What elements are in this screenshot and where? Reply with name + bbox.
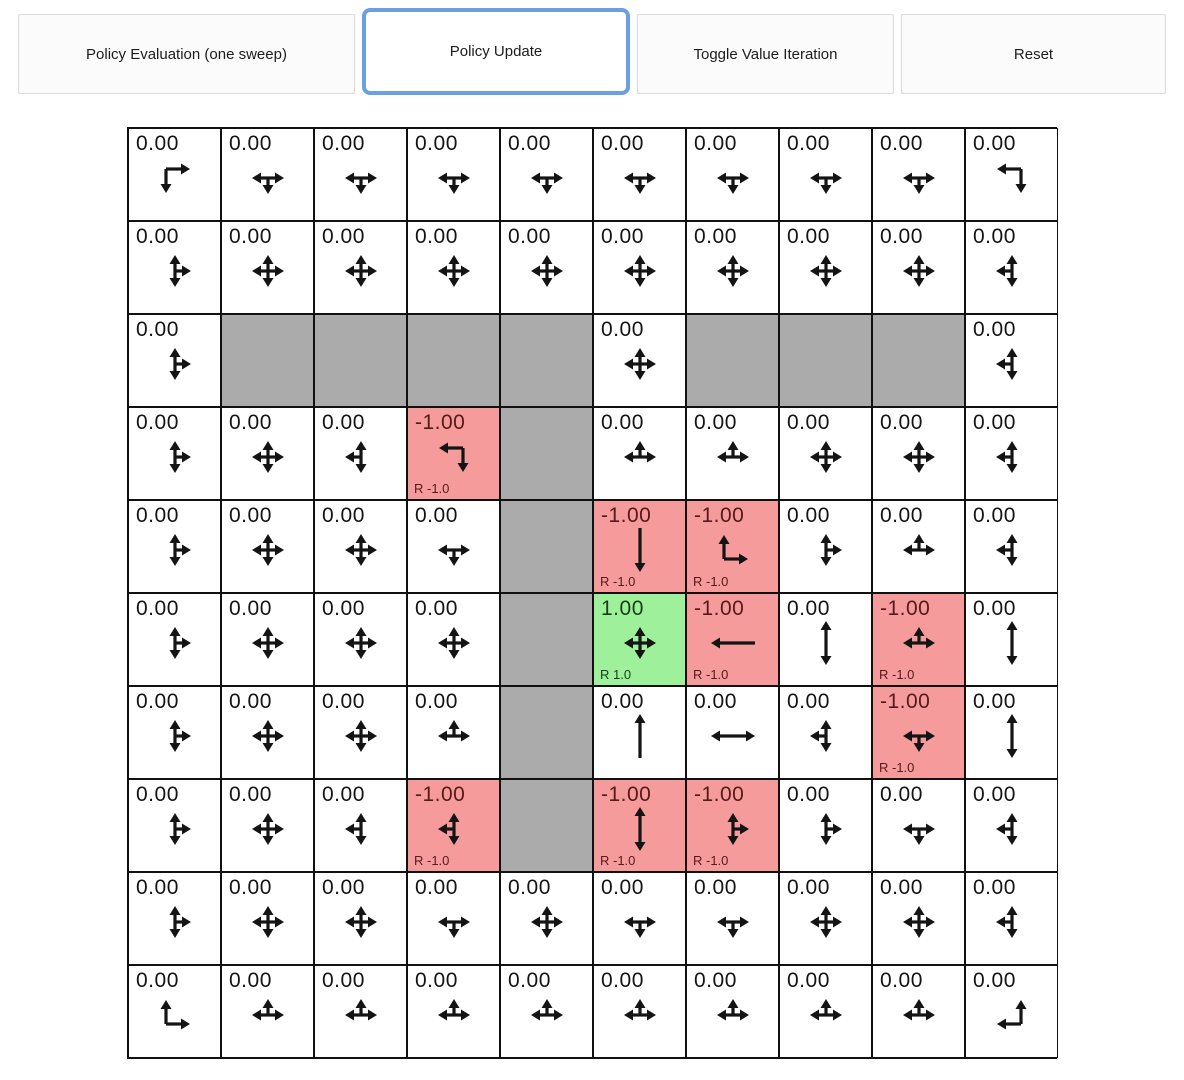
policy-arrow-d: [616, 526, 664, 574]
grid-cell: [407, 500, 500, 593]
policy-arrow-udlr: [244, 898, 292, 946]
grid-cell: [779, 872, 872, 965]
grid-cell: [128, 779, 221, 872]
grid-cell: [221, 128, 314, 221]
grid-cell: [407, 686, 500, 779]
policy-arrow-udr: [802, 805, 850, 853]
policy-arrow-udlr: [616, 247, 664, 295]
policy-arrow-ur: [151, 991, 199, 1039]
policy-arrow-lru: [430, 991, 478, 1039]
cell-value: 0.00: [601, 690, 644, 713]
policy-arrow-udl: [988, 805, 1036, 853]
wall-cell: [500, 686, 593, 779]
policy-arrow-udr: [151, 340, 199, 388]
policy-arrow-udl: [988, 898, 1036, 946]
policy-arrow-udl: [988, 433, 1036, 481]
cell-value: 0.00: [880, 783, 923, 806]
cell-value: 0.00: [694, 876, 737, 899]
policy-arrow-udlr: [244, 526, 292, 574]
cell-value: 0.00: [229, 783, 272, 806]
cell-value: 0.00: [973, 597, 1016, 620]
grid-cell: [965, 128, 1058, 221]
cell-value: 0.00: [415, 690, 458, 713]
policy-arrow-udl: [988, 247, 1036, 295]
policy-arrow-lru: [523, 991, 571, 1039]
cell-value: 0.00: [322, 411, 365, 434]
grid-cell: [128, 872, 221, 965]
policy-arrow-lrd: [430, 898, 478, 946]
cell-value: 0.00: [229, 690, 272, 713]
cell-value: 0.00: [880, 411, 923, 434]
grid-cell: [872, 779, 965, 872]
wall-cell: [500, 407, 593, 500]
grid-cell: [779, 407, 872, 500]
policy-arrow-lrd: [616, 898, 664, 946]
policy-arrow-udlr: [244, 433, 292, 481]
policy-arrow-lrd: [523, 154, 571, 202]
policy-arrow-lrd: [895, 154, 943, 202]
cell-value: 0.00: [415, 969, 458, 992]
penalty-cell: [407, 407, 500, 500]
grid-cell: [128, 593, 221, 686]
policy-arrow-lrd: [616, 154, 664, 202]
policy-arrow-udlr: [616, 619, 664, 667]
cell-value: 0.00: [136, 411, 179, 434]
policy-arrow-lrd: [337, 154, 385, 202]
policy-arrow-lru: [895, 991, 943, 1039]
policy-arrow-lrd: [895, 712, 943, 760]
cell-value: 0.00: [973, 318, 1016, 341]
policy-arrow-udlr: [895, 898, 943, 946]
policy-arrow-lrd: [430, 526, 478, 574]
cell-value: -1.00: [694, 783, 745, 806]
cell-value: 0.00: [229, 504, 272, 527]
grid-cell: [779, 779, 872, 872]
policy-arrow-dl: [988, 154, 1036, 202]
cell-value: 0.00: [229, 225, 272, 248]
wall-cell: [221, 314, 314, 407]
cell-value: 0.00: [136, 690, 179, 713]
cell-value: 0.00: [136, 597, 179, 620]
cell-value: 0.00: [322, 597, 365, 620]
policy-arrow-lru: [802, 991, 850, 1039]
grid-cell: [593, 872, 686, 965]
cell-value: 0.00: [787, 504, 830, 527]
grid-cell: [686, 128, 779, 221]
grid-cell: [221, 779, 314, 872]
grid-cell: [872, 128, 965, 221]
wall-cell: [500, 593, 593, 686]
grid-cell: [686, 686, 779, 779]
cell-value: 0.00: [787, 411, 830, 434]
cell-value: 0.00: [415, 876, 458, 899]
cell-value: 0.00: [136, 504, 179, 527]
cell-value: 0.00: [880, 132, 923, 155]
cell-value: 0.00: [136, 225, 179, 248]
policy-arrow-udl: [988, 526, 1036, 574]
grid-cell: [314, 500, 407, 593]
cell-value: 0.00: [973, 132, 1016, 155]
grid-cell: [965, 965, 1058, 1058]
grid-cell: [221, 221, 314, 314]
cell-value: 0.00: [973, 225, 1016, 248]
cell-value: 0.00: [694, 690, 737, 713]
policy-arrow-lrd: [895, 805, 943, 853]
cell-value: 0.00: [601, 318, 644, 341]
cell-value: 0.00: [694, 132, 737, 155]
grid-cell: [500, 872, 593, 965]
policy-arrow-udlr: [244, 619, 292, 667]
policy-arrow-udr: [709, 805, 757, 853]
cell-value: 0.00: [229, 132, 272, 155]
grid-cell: [221, 500, 314, 593]
policy-arrow-udl: [988, 340, 1036, 388]
policy-arrow-lrd: [709, 154, 757, 202]
cell-value: 0.00: [229, 876, 272, 899]
policy-arrow-lru: [709, 433, 757, 481]
policy-arrow-udlr: [802, 433, 850, 481]
grid-cell: [965, 221, 1058, 314]
cell-value: 0.00: [229, 411, 272, 434]
grid-cell: [593, 686, 686, 779]
cell-value: 0.00: [694, 225, 737, 248]
grid-cell: [314, 593, 407, 686]
policy-arrow-udr: [151, 805, 199, 853]
cell-value: 0.00: [601, 411, 644, 434]
grid-cell: [779, 965, 872, 1058]
grid-cell: [221, 965, 314, 1058]
grid-cell: [686, 407, 779, 500]
penalty-cell: [593, 500, 686, 593]
policy-arrow-ud: [988, 712, 1036, 760]
policy-arrow-lru: [895, 619, 943, 667]
policy-arrow-lru: [244, 991, 292, 1039]
grid-cell: [872, 500, 965, 593]
reward-label: R -1.0: [600, 853, 636, 868]
cell-value: 0.00: [601, 225, 644, 248]
policy-arrow-udlr: [337, 247, 385, 295]
cell-value: 0.00: [229, 969, 272, 992]
cell-value: -1.00: [415, 411, 466, 434]
grid-cell: [593, 128, 686, 221]
policy-arrow-udr: [151, 898, 199, 946]
policy-arrow-lru: [616, 433, 664, 481]
policy-arrow-udr: [151, 247, 199, 295]
grid-cell: [221, 872, 314, 965]
cell-value: -1.00: [880, 597, 931, 620]
cell-value: 1.00: [601, 597, 644, 620]
policy-arrow-lrd: [802, 154, 850, 202]
cell-value: 0.00: [694, 411, 737, 434]
reset-button[interactable]: Reset: [901, 14, 1166, 94]
grid-cell: [686, 965, 779, 1058]
cell-value: 0.00: [136, 783, 179, 806]
grid-cell: [500, 221, 593, 314]
cell-value: 0.00: [787, 876, 830, 899]
grid-cell: [500, 965, 593, 1058]
grid-cell: [314, 965, 407, 1058]
penalty-cell: [407, 779, 500, 872]
cell-value: -1.00: [601, 504, 652, 527]
policy-arrow-udlr: [337, 526, 385, 574]
grid-cell: [593, 221, 686, 314]
penalty-cell: [872, 686, 965, 779]
policy-arrow-udlr: [709, 247, 757, 295]
grid-cell: [593, 314, 686, 407]
wall-cell: [872, 314, 965, 407]
reward-label: R -1.0: [693, 853, 729, 868]
policy-arrow-udr: [151, 712, 199, 760]
grid-cell: [779, 221, 872, 314]
policy-arrow-lrd: [244, 154, 292, 202]
cell-value: 0.00: [136, 969, 179, 992]
policy-arrow-lru: [709, 991, 757, 1039]
cell-value: 0.00: [601, 969, 644, 992]
cell-value: 0.00: [508, 969, 551, 992]
policy-arrow-udlr: [337, 898, 385, 946]
grid-cell: [128, 965, 221, 1058]
policy-arrow-udl: [802, 712, 850, 760]
cell-value: -1.00: [601, 783, 652, 806]
cell-value: -1.00: [694, 597, 745, 620]
toolbar: [0, 0, 1184, 96]
policy-arrow-ur: [709, 526, 757, 574]
cell-value: 0.00: [787, 225, 830, 248]
policy-arrow-ud: [616, 805, 664, 853]
grid-cell: [686, 872, 779, 965]
reward-label: R -1.0: [414, 481, 450, 496]
wall-cell: [314, 314, 407, 407]
cell-value: 0.00: [322, 504, 365, 527]
grid-cell: [593, 407, 686, 500]
grid-cell: [221, 407, 314, 500]
grid-cell: [314, 872, 407, 965]
cell-value: 0.00: [973, 783, 1016, 806]
grid-cell: [407, 872, 500, 965]
policy-arrow-ul: [988, 991, 1036, 1039]
policy-arrow-lru: [895, 526, 943, 574]
grid-cell: [872, 221, 965, 314]
grid-cell: [128, 686, 221, 779]
policy-arrow-udlr: [430, 619, 478, 667]
policy-arrow-u: [616, 712, 664, 760]
grid-cell: [221, 593, 314, 686]
policy-arrow-udlr: [523, 898, 571, 946]
grid-cell: [128, 221, 221, 314]
cell-value: 0.00: [322, 783, 365, 806]
penalty-cell: [686, 779, 779, 872]
cell-value: 0.00: [508, 876, 551, 899]
policy-arrow-ud: [988, 619, 1036, 667]
cell-value: 0.00: [415, 597, 458, 620]
policy-arrow-udl: [430, 805, 478, 853]
cell-value: -1.00: [880, 690, 931, 713]
policy-arrow-l: [709, 619, 757, 667]
reward-label: R -1.0: [879, 667, 915, 682]
grid-cell: [128, 407, 221, 500]
cell-value: -1.00: [415, 783, 466, 806]
grid-cell: [779, 593, 872, 686]
reward-label: R -1.0: [693, 667, 729, 682]
policy-update-button[interactable]: Policy Update: [362, 8, 630, 95]
wall-cell: [686, 314, 779, 407]
grid-cell: [965, 779, 1058, 872]
cell-value: 0.00: [322, 876, 365, 899]
grid-cell: [407, 128, 500, 221]
wall-cell: [500, 314, 593, 407]
policy-arrow-udlr: [895, 247, 943, 295]
grid-cell: [500, 128, 593, 221]
grid-cell: [128, 128, 221, 221]
grid-cell: [314, 128, 407, 221]
cell-value: 0.00: [973, 969, 1016, 992]
grid-cell: [314, 686, 407, 779]
grid-cell: [407, 593, 500, 686]
policy-arrow-udlr: [337, 619, 385, 667]
cell-value: 0.00: [787, 132, 830, 155]
policy-arrow-lru: [337, 991, 385, 1039]
policy-arrow-udlr: [802, 247, 850, 295]
policy-arrow-lru: [616, 991, 664, 1039]
grid-cell: [965, 407, 1058, 500]
policy-arrow-udlr: [523, 247, 571, 295]
policy-arrow-udlr: [244, 805, 292, 853]
policy-arrow-udlr: [337, 712, 385, 760]
policy-arrow-lrd: [709, 898, 757, 946]
cell-value: 0.00: [880, 225, 923, 248]
grid-cell: [314, 221, 407, 314]
cell-value: 0.00: [973, 690, 1016, 713]
grid-cell: [128, 314, 221, 407]
cell-value: 0.00: [787, 690, 830, 713]
reward-label: R 1.0: [600, 667, 632, 682]
wall-cell: [779, 314, 872, 407]
cell-value: 0.00: [322, 969, 365, 992]
cell-value: 0.00: [136, 876, 179, 899]
reward-label: R -1.0: [879, 760, 915, 775]
wall-cell: [500, 779, 593, 872]
reward-label: R -1.0: [414, 853, 450, 868]
cell-value: 0.00: [787, 783, 830, 806]
grid-cell: [965, 593, 1058, 686]
grid-cell: [407, 965, 500, 1058]
grid-cell: [221, 686, 314, 779]
cell-value: 0.00: [880, 504, 923, 527]
grid-cell: [779, 500, 872, 593]
policy-arrow-udr: [151, 433, 199, 481]
cell-value: 0.00: [508, 132, 551, 155]
grid-cell: [872, 965, 965, 1058]
cell-value: 0.00: [694, 969, 737, 992]
cell-value: 0.00: [415, 225, 458, 248]
policy-arrow-lr: [709, 712, 757, 760]
grid-cell: [872, 872, 965, 965]
cell-value: 0.00: [415, 132, 458, 155]
policy-arrow-dr: [151, 154, 199, 202]
cell-value: 0.00: [601, 876, 644, 899]
grid-cell: [686, 221, 779, 314]
policy-arrow-udlr: [895, 433, 943, 481]
grid-cell: [593, 965, 686, 1058]
cell-value: 0.00: [973, 504, 1016, 527]
cell-value: -1.00: [694, 504, 745, 527]
cell-value: 0.00: [787, 597, 830, 620]
cell-value: 0.00: [973, 411, 1016, 434]
cell-value: 0.00: [136, 318, 179, 341]
gridworld: [127, 127, 1057, 1059]
cell-value: 0.00: [601, 132, 644, 155]
cell-value: 0.00: [880, 876, 923, 899]
policy-arrow-udl: [337, 805, 385, 853]
grid-cell: [779, 686, 872, 779]
grid-cell: [965, 686, 1058, 779]
policy-arrow-udlr: [430, 247, 478, 295]
cell-value: 0.00: [415, 504, 458, 527]
reward-label: R -1.0: [600, 574, 636, 589]
policy-arrow-dl: [430, 433, 478, 481]
grid-cell: [965, 314, 1058, 407]
grid-cell: [407, 221, 500, 314]
cell-value: 0.00: [787, 969, 830, 992]
grid-cell: [872, 407, 965, 500]
cell-value: 0.00: [322, 132, 365, 155]
cell-value: 0.00: [136, 132, 179, 155]
policy-arrow-udlr: [802, 898, 850, 946]
cell-value: 0.00: [322, 690, 365, 713]
policy-arrow-ud: [802, 619, 850, 667]
policy-arrow-udr: [151, 619, 199, 667]
policy-arrow-udr: [151, 526, 199, 574]
policy-evaluation-button[interactable]: Policy Evaluation (one sweep): [18, 14, 355, 94]
grid-cell: [128, 500, 221, 593]
cell-value: 0.00: [973, 876, 1016, 899]
goal-cell: [593, 593, 686, 686]
wall-cell: [407, 314, 500, 407]
penalty-cell: [686, 500, 779, 593]
policy-arrow-udlr: [244, 712, 292, 760]
grid-cell: [965, 500, 1058, 593]
policy-arrow-udr: [802, 526, 850, 574]
penalty-cell: [872, 593, 965, 686]
cell-value: 0.00: [322, 225, 365, 248]
policy-arrow-lrd: [430, 154, 478, 202]
reward-label: R -1.0: [693, 574, 729, 589]
policy-arrow-udlr: [616, 340, 664, 388]
policy-arrow-udlr: [244, 247, 292, 295]
policy-arrow-lru: [430, 712, 478, 760]
grid-cell: [314, 779, 407, 872]
grid-cell: [314, 407, 407, 500]
policy-arrow-udl: [337, 433, 385, 481]
toggle-value-iteration-button[interactable]: Toggle Value Iteration: [637, 14, 894, 94]
penalty-cell: [593, 779, 686, 872]
cell-value: 0.00: [508, 225, 551, 248]
wall-cell: [500, 500, 593, 593]
penalty-cell: [686, 593, 779, 686]
cell-value: 0.00: [880, 969, 923, 992]
grid-cell: [965, 872, 1058, 965]
grid-cell: [779, 128, 872, 221]
cell-value: 0.00: [229, 597, 272, 620]
